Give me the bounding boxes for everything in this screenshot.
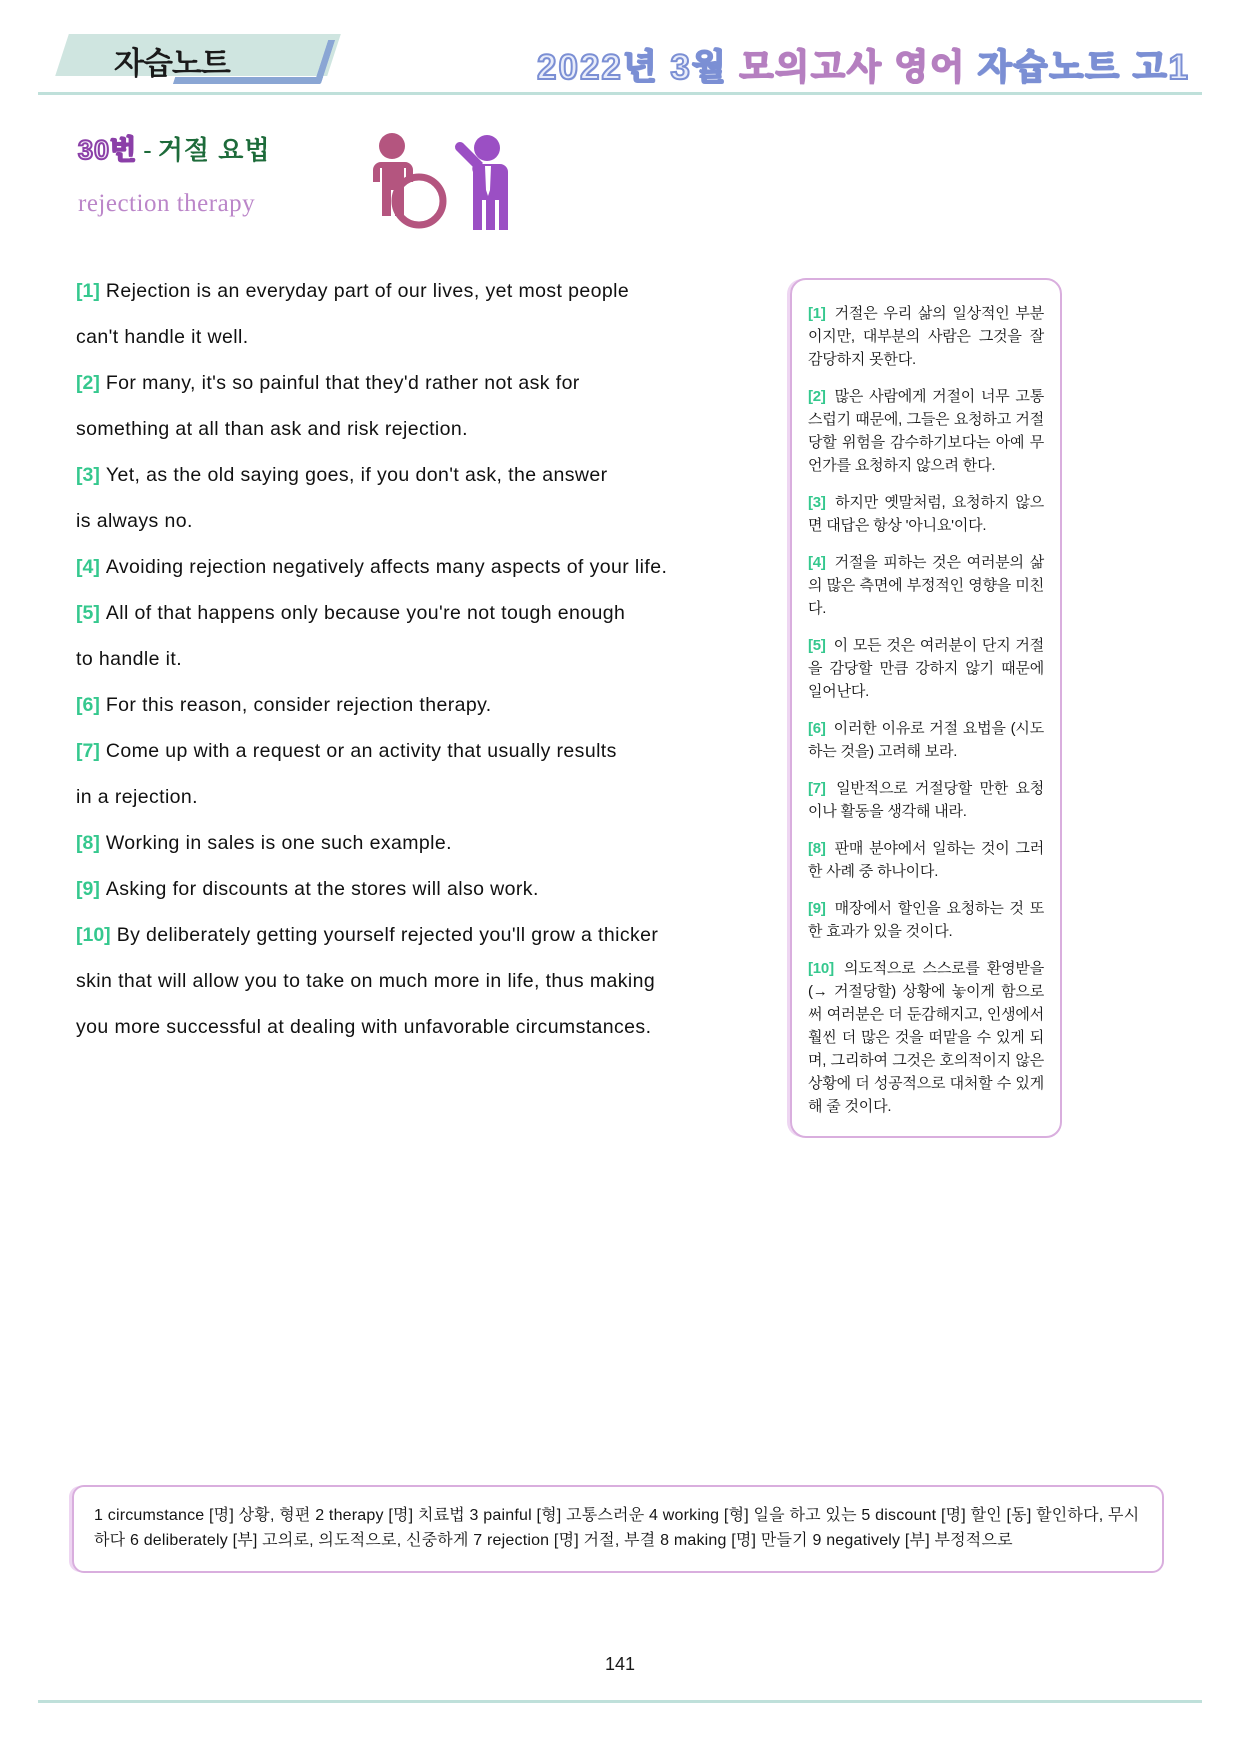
page-title-part1: 2022년 3월 bbox=[537, 48, 740, 87]
english-passage bbox=[76, 268, 726, 1050]
korean-sentence-number: [6] bbox=[808, 720, 826, 737]
english-sentence-text: is always no. bbox=[76, 510, 193, 532]
korean-sentence-text: 많은 사람에게 거절이 너무 고통스럽기 때문에, 그들은 요청하고 거절당할 위험을 감수하기보다는 아예 무언가를 요청하지 않으려 한다. bbox=[808, 388, 1044, 474]
english-sentence-text: something at all than ask and risk rejection. bbox=[76, 418, 468, 440]
korean-sentence-text: 이러한 이유로 거절 요법을 (시도하는 것을) 고려해 보라. bbox=[808, 720, 1044, 760]
section-subtitle: rejection therapy bbox=[78, 190, 256, 217]
english-sentence-number: [4] bbox=[76, 556, 100, 578]
korean-sentence-number: [7] bbox=[808, 780, 826, 797]
korean-translation-item bbox=[808, 551, 1044, 620]
header-divider bbox=[38, 92, 1202, 95]
english-sentence-line bbox=[76, 728, 726, 774]
korean-sentence-text: 일반적으로 거절당할 만한 요청이나 활동을 생각해 내라. bbox=[808, 780, 1044, 820]
english-sentence-text: Avoiding rejection negatively affects many aspects of your life. bbox=[105, 556, 668, 578]
korean-translation-item bbox=[808, 717, 1044, 763]
english-sentence-text: Yet, as the old saying goes, if you don't ask, the answer bbox=[105, 464, 608, 486]
english-sentence-line bbox=[76, 958, 726, 1004]
english-sentence-text: Asking for discounts at the stores will also work. bbox=[105, 878, 539, 900]
page-title-part3: 자습노트 고1 bbox=[977, 48, 1190, 87]
english-sentence-line bbox=[76, 866, 726, 912]
page-title-part2: 모의고사 영어 bbox=[739, 48, 978, 87]
english-sentence-line bbox=[76, 314, 726, 360]
korean-sentence-number: [8] bbox=[808, 840, 826, 857]
english-sentence-line bbox=[76, 820, 726, 866]
korean-sentence-text: 의도적으로 스스로를 환영받을(→ 거절당할) 상황에 놓이게 함으로써 여러분은 더 둔감해지고, 인생에서 훨씬 더 많은 것을 떠맡을 수 있게 되며, 그리하여 그것은 호의적이지 않은 상황에 더 성공적으로 대처할 수 있게 해 줄 것이다. bbox=[808, 960, 1044, 1115]
section-heading bbox=[78, 128, 271, 167]
section-dash: - bbox=[143, 135, 152, 165]
korean-sentence-text: 하지만 옛말처럼, 요청하지 않으면 대답은 항상 '아니요'이다. bbox=[808, 494, 1044, 534]
english-sentence-text: Working in sales is one such example. bbox=[105, 832, 452, 854]
korean-translation-item bbox=[808, 491, 1044, 537]
korean-translation-item bbox=[808, 634, 1044, 703]
english-sentence-number: [9] bbox=[76, 878, 100, 900]
korean-sentence-number: [4] bbox=[808, 554, 826, 571]
english-sentence-number: [10] bbox=[76, 924, 111, 946]
english-sentence-line bbox=[76, 636, 726, 682]
vocabulary-text: 1 circumstance [명] 상황, 형편 2 therapy [명] 치료법 3 painful [형] 고통스러운 4 working [형] 일을 하고 있는 5 discount [명] 할인 [동] 할인하다, 무시하다 6 deliberately [부] 고의로, 의도적으로, 신중하게 7 rejection [명] 거절, 부결 8 making [명] 만들기 9 negatively [부] 부정적으로 bbox=[94, 1507, 1140, 1549]
english-sentence-line bbox=[76, 268, 726, 314]
section-number: 30번 bbox=[78, 135, 138, 165]
english-sentence-number: [1] bbox=[76, 280, 100, 302]
vocabulary-box bbox=[72, 1485, 1164, 1573]
english-sentence-number: [7] bbox=[76, 740, 100, 762]
english-sentence-text: Come up with a request or an activity that usually results bbox=[105, 740, 617, 762]
korean-sentence-number: [1] bbox=[808, 305, 826, 322]
english-sentence-text: skin that will allow you to take on much more in life, thus making bbox=[76, 970, 656, 992]
english-sentence-line bbox=[76, 682, 726, 728]
korean-translation-item bbox=[808, 385, 1044, 477]
korean-sentence-text: 거절을 피하는 것은 여러분의 삶의 많은 측면에 부정적인 영향을 미친다. bbox=[808, 554, 1044, 617]
english-sentence-line bbox=[76, 1004, 726, 1050]
english-sentence-text: By deliberately getting yourself rejected you'll grow a thicker bbox=[116, 924, 659, 946]
english-sentence-line bbox=[76, 406, 726, 452]
salesperson-figure bbox=[455, 135, 508, 230]
korean-sentence-number: [9] bbox=[808, 900, 826, 917]
section-korean-title: 거절 요법 bbox=[157, 135, 271, 165]
english-sentence-number: [5] bbox=[76, 602, 100, 624]
rejection-illustration bbox=[352, 126, 542, 266]
korean-translation-item bbox=[808, 897, 1044, 943]
korean-sentence-text: 판매 분야에서 일하는 것이 그러한 사례 중 하나이다. bbox=[808, 840, 1044, 880]
english-sentence-line bbox=[76, 774, 726, 820]
logo bbox=[62, 30, 352, 82]
english-sentence-text: in a rejection. bbox=[76, 786, 198, 808]
english-sentence-text: For many, it's so painful that they'd rather not ask for bbox=[105, 372, 580, 394]
logo-text: 자습노트 bbox=[114, 46, 230, 81]
korean-translation-item bbox=[808, 302, 1044, 371]
english-sentence-number: [8] bbox=[76, 832, 100, 854]
korean-sentence-text: 매장에서 할인을 요청하는 것 또한 효과가 있을 것이다. bbox=[808, 900, 1044, 940]
english-sentence-text: All of that happens only because you're not tough enough bbox=[105, 602, 626, 624]
korean-translation-panel bbox=[790, 278, 1062, 1138]
english-sentence-line bbox=[76, 912, 726, 958]
english-sentence-text: can't handle it well. bbox=[76, 326, 249, 348]
korean-sentence-text: 거절은 우리 삶의 일상적인 부분이지만, 대부분의 사람은 그것을 잘 감당하지 못한다. bbox=[808, 305, 1044, 368]
korean-sentence-number: [3] bbox=[808, 494, 826, 511]
korean-sentence-number: [10] bbox=[808, 960, 834, 977]
english-sentence-line bbox=[76, 544, 726, 590]
english-sentence-text: Rejection is an everyday part of our lives, yet most people bbox=[105, 280, 630, 302]
page-header bbox=[0, 0, 1240, 100]
english-sentence-text: to handle it. bbox=[76, 648, 183, 670]
korean-sentence-number: [5] bbox=[808, 637, 826, 654]
two-figures-icon bbox=[352, 126, 542, 266]
page-number: 141 bbox=[604, 1654, 636, 1674]
korean-sentence-number: [2] bbox=[808, 388, 826, 405]
english-sentence-line bbox=[76, 360, 726, 406]
korean-translation-item bbox=[808, 837, 1044, 883]
english-sentence-number: [2] bbox=[76, 372, 100, 394]
korean-translation-item bbox=[808, 957, 1044, 1118]
english-sentence-line bbox=[76, 452, 726, 498]
footer-divider bbox=[38, 1700, 1202, 1703]
english-sentence-number: [6] bbox=[76, 694, 100, 716]
english-sentence-line bbox=[76, 590, 726, 636]
english-sentence-number: [3] bbox=[76, 464, 100, 486]
english-sentence-text: For this reason, consider rejection therapy. bbox=[105, 694, 492, 716]
english-sentence-line bbox=[76, 498, 726, 544]
english-sentence-text: you more successful at dealing with unfavorable circumstances. bbox=[76, 1016, 652, 1038]
page-title bbox=[537, 40, 1190, 90]
korean-sentence-text: 이 모든 것은 여러분이 단지 거절을 감당할 만큼 강하지 않기 때문에 일어난다. bbox=[808, 637, 1044, 700]
korean-translation-item bbox=[808, 777, 1044, 823]
